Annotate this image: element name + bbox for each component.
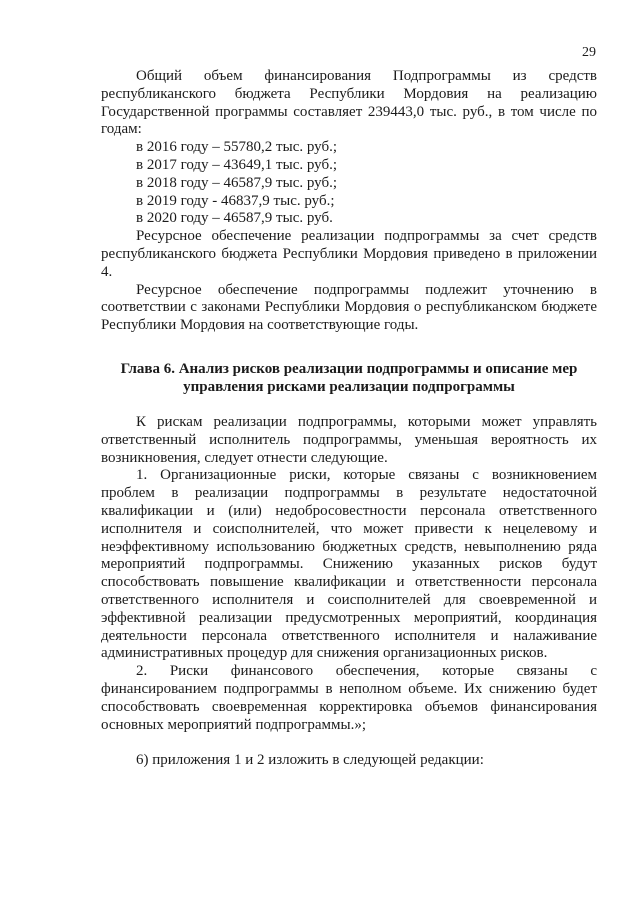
document-body [101,68,597,785]
paragraph-organizational-risks: 1. Организационные риски, которые связаны с возникновением проблем в реализации подпрограммы в результате недостаточной квалификации и (или) недобросовестности персонала ответственного исполнителя и соисполнителей, что может привести к нецелевому и неэффективному использованию бюджетных средств, невыполнению ряда мероприятий подпрограммы. Снижению указанных рисков будут способствовать повышение квалификации и ответственности персонала ответственного исполнителя и соисполнителей для своевременной и эффективной реализации предусмотренных мероприятий, координация деятельности персонала ответственного исполнителя и налаживание административных процедур для снижения организационных рисков. [101,467,597,662]
paragraph-financial-risks: 2. Риски финансового обеспечения, которые связаны с финансированием подпрограммы в неполном объеме. Их снижению будет способствовать своевременная корректировка объемов финансирования основных мероприятий подпрограммы.»; [101,663,597,733]
final-instruction: 6) приложения 1 и 2 изложить в следующей редакции: [136,752,484,769]
year-item-2016: в 2016 году – 55780,2 тыс. руб.; [136,139,338,156]
paragraph-financing-total: Общий объем финансирования Подпрограммы из средств республиканского бюджета Республики Мордовия на реализацию Государственной программы составляет 239443,0 тыс. руб., в том числе по годам: [101,68,597,138]
spacer [101,734,597,752]
paragraph-resource-appendix: Ресурсное обеспечение реализации подпрограммы за счет средств республиканского бюджета Республики Мордовия приведено в приложении 4. [101,228,597,280]
paragraph-risks-intro: К рискам реализации подпрограммы, которыми может управлять ответственный исполнитель подпрограммы, уменьшая вероятность их возникновения, следует отнести следующие. [101,413,597,466]
years-list [101,139,597,228]
page-number: 29 [582,45,596,60]
year-item-2019: в 2019 году - 46837,9 тыс. руб.; [136,192,335,209]
year-item-2017: в 2017 году – 43649,1 тыс. руб.; [136,156,338,173]
year-item-2020: в 2020 году – 46587,9 тыс. руб. [136,210,333,227]
year-item-2018: в 2018 году – 46587,9 тыс. руб.; [136,174,338,191]
chapter-heading: Глава 6. Анализ рисков реализации подпрограммы и описание мер управления рисками реализации подпрограммы [120,360,578,396]
paragraph-resource-clarification: Ресурсное обеспечение подпрограммы подлежит уточнению в соответствии с законами Республики Мордовия о республиканском бюджете Республики Мордовия на соответствующие годы. [101,281,597,334]
